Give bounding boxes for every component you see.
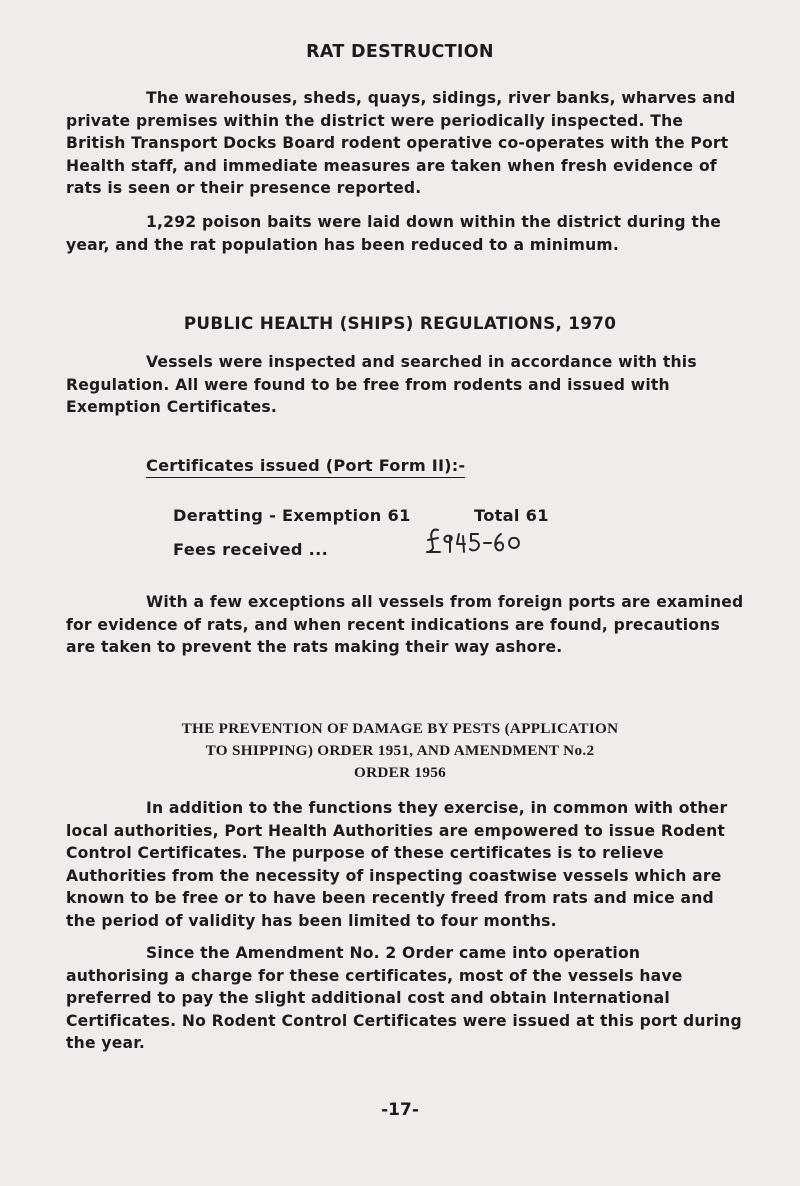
public-health-paragraph-2: With a few exceptions all vessels from foreign ports are examined for evidence of rats, and when recent indications are found, precautions are taken to prevent the rats making their way ashore. xyxy=(66,593,744,656)
deratting-line: Deratting - Exemption 61 xyxy=(173,506,411,525)
page-number: -17- xyxy=(381,1100,419,1120)
certificates-heading: Certificates issued (Port Form II):- xyxy=(146,456,465,478)
pests-order-title-line-1: THE PREVENTION OF DAMAGE BY PESTS (APPLICATION xyxy=(181,720,619,737)
handwritten-fee-amount xyxy=(426,524,526,562)
pests-paragraph-2: Since the Amendment No. 2 Order came into operation authorising a charge for these certificates, most of the vessels have preferred to pay the slight additional cost and obtain International Certificates. No Rodent Control Certificates were issued at this port during the year. xyxy=(66,944,742,1052)
pests-order-title-line-2: TO SHIPPING) ORDER 1951, AND AMENDMENT No.2 xyxy=(205,742,595,759)
pests-paragraph-1: In addition to the functions they exercise, in common with other local authorities, Port Health Authorities are empowered to issue Rodent Control Certificates. The purpose of these certificates is to relieve Authorities from the necessity of inspecting coastwise vessels which are known to be free or to have been recently freed from rats and mice and the period of validity has been limited to four months. xyxy=(66,799,728,930)
rat-paragraph-1: The warehouses, sheds, quays, sidings, river banks, wharves and private premises within the district were periodically inspected. The British Transport Docks Board rodent operative co-operates with the Port Health staff, and immediate measures are taken when fresh evidence of rats is seen or their presence reported. xyxy=(66,89,736,197)
pests-order-title-line-3: ORDER 1956 xyxy=(353,764,447,781)
total-line: Total 61 xyxy=(474,506,549,525)
rat-destruction-title: RAT DESTRUCTION xyxy=(306,42,494,62)
fees-label: Fees received ... xyxy=(173,540,329,559)
public-health-paragraph-1: Vessels were inspected and searched in accordance with this Regulation. All were found to be free from rodents and issued with Exemption Certificates. xyxy=(66,353,697,416)
rat-paragraph-2: 1,292 poison baits were laid down within the district during the year, and the rat population has been reduced to a minimum. xyxy=(66,213,722,254)
public-health-ships-title: PUBLIC HEALTH (SHIPS) REGULATIONS, 1970 xyxy=(183,313,617,333)
